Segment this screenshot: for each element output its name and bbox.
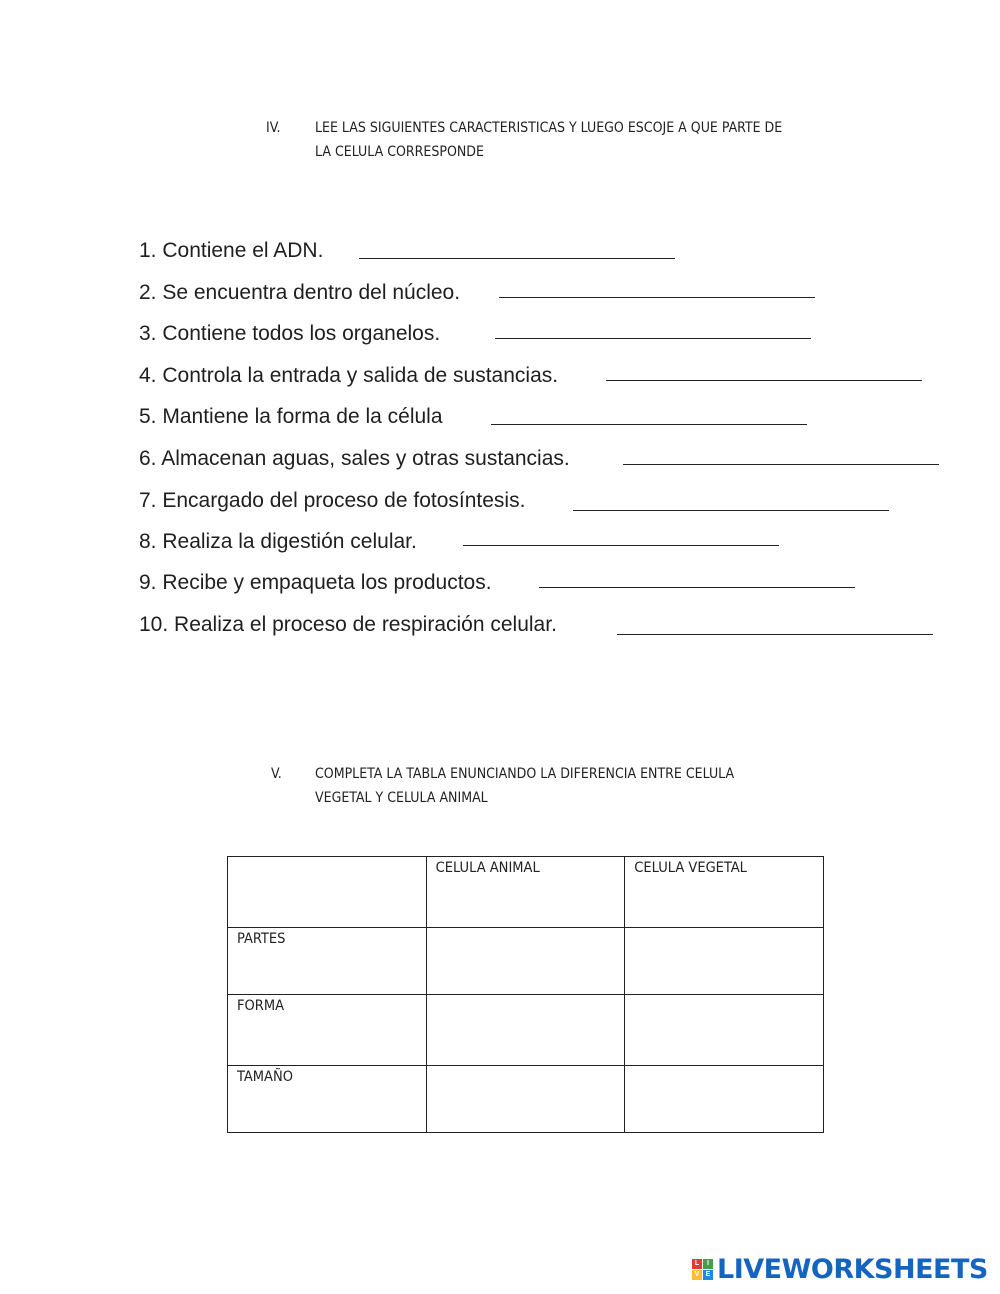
row-label: PARTES bbox=[228, 928, 427, 995]
logo-tile: I bbox=[703, 1259, 713, 1269]
question-text: 4. Controla la entrada y salida de sustancias. bbox=[139, 364, 559, 387]
liveworksheets-logo bbox=[692, 1254, 988, 1284]
answer-input[interactable] bbox=[359, 258, 675, 259]
section-5-instruction-line2: VEGETAL Y CELULA ANIMAL bbox=[315, 790, 488, 806]
logo-tile: E bbox=[703, 1270, 713, 1280]
answer-input[interactable] bbox=[495, 338, 811, 339]
question-text: 3. Contiene todos los organelos. bbox=[139, 322, 441, 345]
answer-cell-vegetal[interactable] bbox=[625, 995, 824, 1066]
answer-input[interactable] bbox=[573, 510, 889, 511]
comparison-table bbox=[227, 856, 824, 1133]
answer-input[interactable] bbox=[463, 545, 779, 546]
answer-cell-animal[interactable] bbox=[426, 1066, 625, 1133]
answer-input[interactable] bbox=[617, 634, 933, 635]
answer-cell-animal[interactable] bbox=[426, 995, 625, 1066]
section-5-number: V. bbox=[271, 766, 282, 782]
row-label: TAMAÑO bbox=[228, 1066, 427, 1133]
logo-tile: L bbox=[692, 1259, 702, 1269]
question-text: 10. Realiza el proceso de respiración celular. bbox=[139, 613, 557, 636]
answer-input[interactable] bbox=[623, 464, 939, 465]
logo-grid-icon bbox=[692, 1259, 713, 1280]
row-label: FORMA bbox=[228, 995, 427, 1066]
answer-input[interactable] bbox=[499, 297, 815, 298]
question-text: 9. Recibe y empaqueta los productos. bbox=[139, 571, 492, 594]
section-4-instruction-line2: LA CELULA CORRESPONDE bbox=[315, 144, 484, 160]
answer-input[interactable] bbox=[539, 587, 855, 588]
column-header-animal: CELULA ANIMAL bbox=[426, 857, 625, 928]
table-row bbox=[228, 995, 824, 1066]
question-text: 7. Encargado del proceso de fotosíntesis. bbox=[139, 489, 526, 512]
table-row bbox=[228, 928, 824, 995]
section-4-instruction-line1: LEE LAS SIGUIENTES CARACTERISTICAS Y LUEGO ESCOJE A QUE PARTE DE bbox=[315, 120, 783, 136]
answer-cell-vegetal[interactable] bbox=[625, 928, 824, 995]
logo-tile: V bbox=[692, 1270, 702, 1280]
answer-cell-animal[interactable] bbox=[426, 928, 625, 995]
answer-input[interactable] bbox=[491, 424, 807, 425]
table-row bbox=[228, 1066, 824, 1133]
answer-input[interactable] bbox=[606, 380, 922, 381]
question-text: 6. Almacenan aguas, sales y otras sustancias. bbox=[139, 447, 570, 470]
answer-cell-vegetal[interactable] bbox=[625, 1066, 824, 1133]
section-4-number: IV. bbox=[266, 120, 281, 136]
question-text: 2. Se encuentra dentro del núcleo. bbox=[139, 281, 461, 304]
question-text: 8. Realiza la digestión celular. bbox=[139, 530, 417, 553]
question-text: 1. Contiene el ADN. bbox=[139, 239, 324, 262]
logo-text: LIVEWORKSHEETS bbox=[717, 1253, 988, 1285]
section-5-instruction-line1: COMPLETA LA TABLA ENUNCIANDO LA DIFERENCIA ENTRE CELULA bbox=[315, 766, 735, 782]
column-header-vegetal: CELULA VEGETAL bbox=[625, 857, 824, 928]
table-corner-cell bbox=[228, 857, 427, 928]
question-text: 5. Mantiene la forma de la célula bbox=[139, 405, 443, 428]
table-header-row bbox=[228, 857, 824, 928]
